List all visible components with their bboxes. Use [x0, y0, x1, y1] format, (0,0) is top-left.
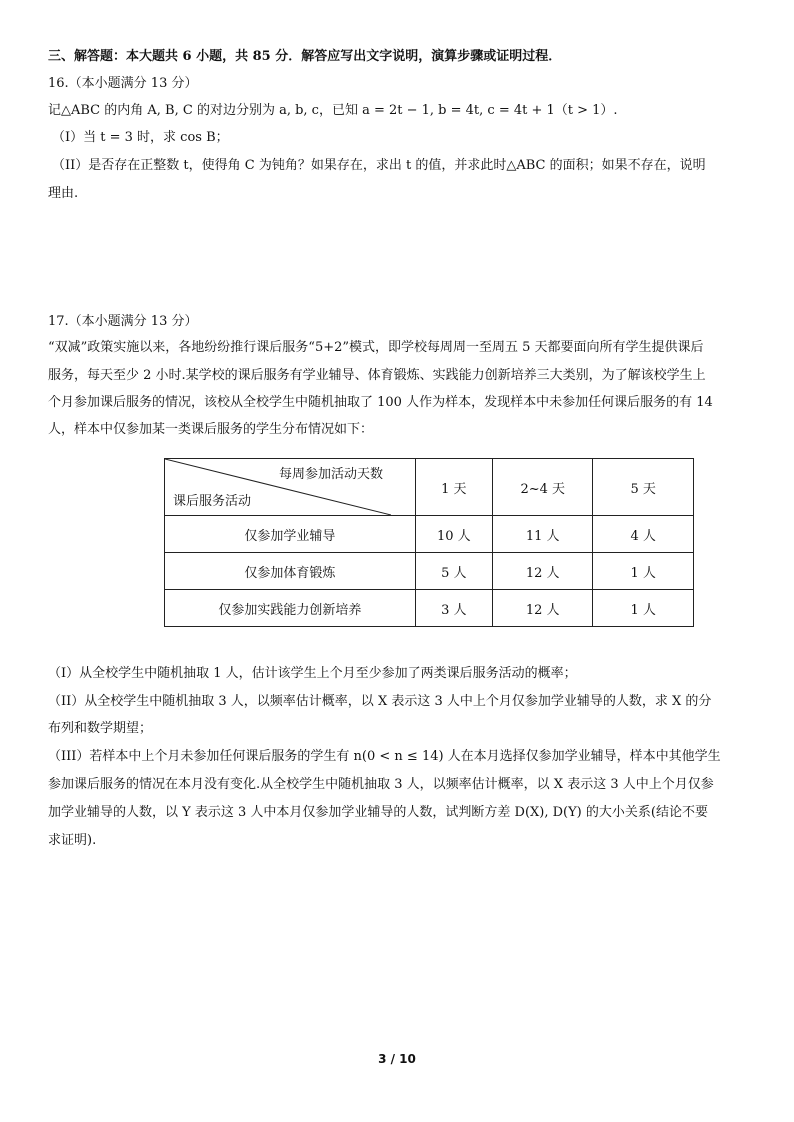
column-header: 1 天 [415, 459, 492, 516]
q16-part2-line1: （II）是否存在正整数 t，使得角 C 为钝角？如果存在，求出 t 的值，并求此时△ABC 的面积；如果不存在，说明 [52, 158, 706, 173]
table-cell: 1 人 [593, 590, 694, 627]
table-cell: 10 人 [415, 516, 492, 553]
section-header: 三、解答题：本大题共 6 小题，共 85 分．解答应写出文字说明，演算步骤或证明过程． [48, 49, 562, 64]
q17-part2-line1: （II）从全校学生中随机抽取 3 人，以频率估计概率，以 X 表示这 3 人中上个月仅参加学业辅导的人数，求 X 的分 [48, 694, 712, 709]
q17-part3-line1: （III）若样本中上个月未参加任何课后服务的学生有 n(0 < n ≤ 14) 人在本月选择仅参加学业辅导，样本中其他学生 [48, 749, 721, 764]
table-cell: 5 人 [415, 553, 492, 590]
row-label: 仅参加体育锻炼 [165, 553, 416, 590]
q17-part3-line3: 加学业辅导的人数，以 Y 表示这 3 人中本月仅参加学业辅导的人数，试判断方差 D(X), D(Y) 的大小关系(结论不要 [48, 805, 708, 820]
q17-heading: 17.（本小题满分 13 分） [48, 314, 198, 329]
corner-top-label: 每周参加活动天数 [278, 467, 383, 482]
table-corner-cell [165, 459, 416, 516]
corner-bottom-label: 课后服务活动 [173, 494, 252, 509]
q17-intro-line4: 人，样本中仅参加某一类课后服务的学生分布情况如下： [48, 422, 374, 437]
q16-heading: 16.（本小题满分 13 分） [48, 76, 198, 91]
q17-part1: （I）从全校学生中随机抽取 1 人，估计该学生上个月至少参加了两类课后服务活动的概率； [48, 666, 577, 681]
q17-intro-line3: 个月参加课后服务的情况，该校从全校学生中随机抽取了 100 人作为样本，发现样本中未参加任何课后服务的有 14 [48, 395, 713, 410]
q16-stem: 记△ABC 的内角 A, B, C 的对边分别为 a, b, c，已知 a = 2t − 1, b = 4t, c = 4t + 1（t > 1）. [48, 103, 618, 118]
table-row [165, 516, 694, 553]
q16-part1: （I）当 t = 3 时，求 cos B； [52, 130, 229, 145]
table-row [165, 590, 694, 627]
q17-part3-line2: 参加课后服务的情况在本月没有变化.从全校学生中随机抽取 3 人，以频率估计概率，以 X 表示这 3 人中上个月仅参 [48, 777, 714, 792]
service-distribution-table [164, 458, 694, 627]
table-header-row [165, 459, 694, 516]
column-header: 5 天 [593, 459, 694, 516]
table-cell: 3 人 [415, 590, 492, 627]
table-cell: 1 人 [593, 553, 694, 590]
table-cell: 11 人 [492, 516, 592, 553]
row-label: 仅参加实践能力创新培养 [165, 590, 416, 627]
q17-part3-line4: 求证明). [48, 833, 97, 848]
table-cell: 4 人 [593, 516, 694, 553]
table-cell: 12 人 [492, 590, 592, 627]
q17-intro-line1: “双减”政策实施以来，各地纷纷推行课后服务“5+2”模式，即学校每周周一至周五 5 天都要面向所有学生提供课后 [48, 340, 704, 355]
table-cell: 12 人 [492, 553, 592, 590]
table-row [165, 553, 694, 590]
q17-part2-line2: 布列和数学期望； [48, 721, 153, 736]
column-header: 2~4 天 [492, 459, 592, 516]
q16-part2-line2: 理由. [48, 186, 79, 201]
page-number: 3 / 10 [378, 1052, 416, 1066]
q17-intro-line2: 服务，每天至少 2 小时.某学校的课后服务有学业辅导、体育锻炼、实践能力创新培养三大类别，为了解该校学生上 [48, 368, 706, 383]
row-label: 仅参加学业辅导 [165, 516, 416, 553]
